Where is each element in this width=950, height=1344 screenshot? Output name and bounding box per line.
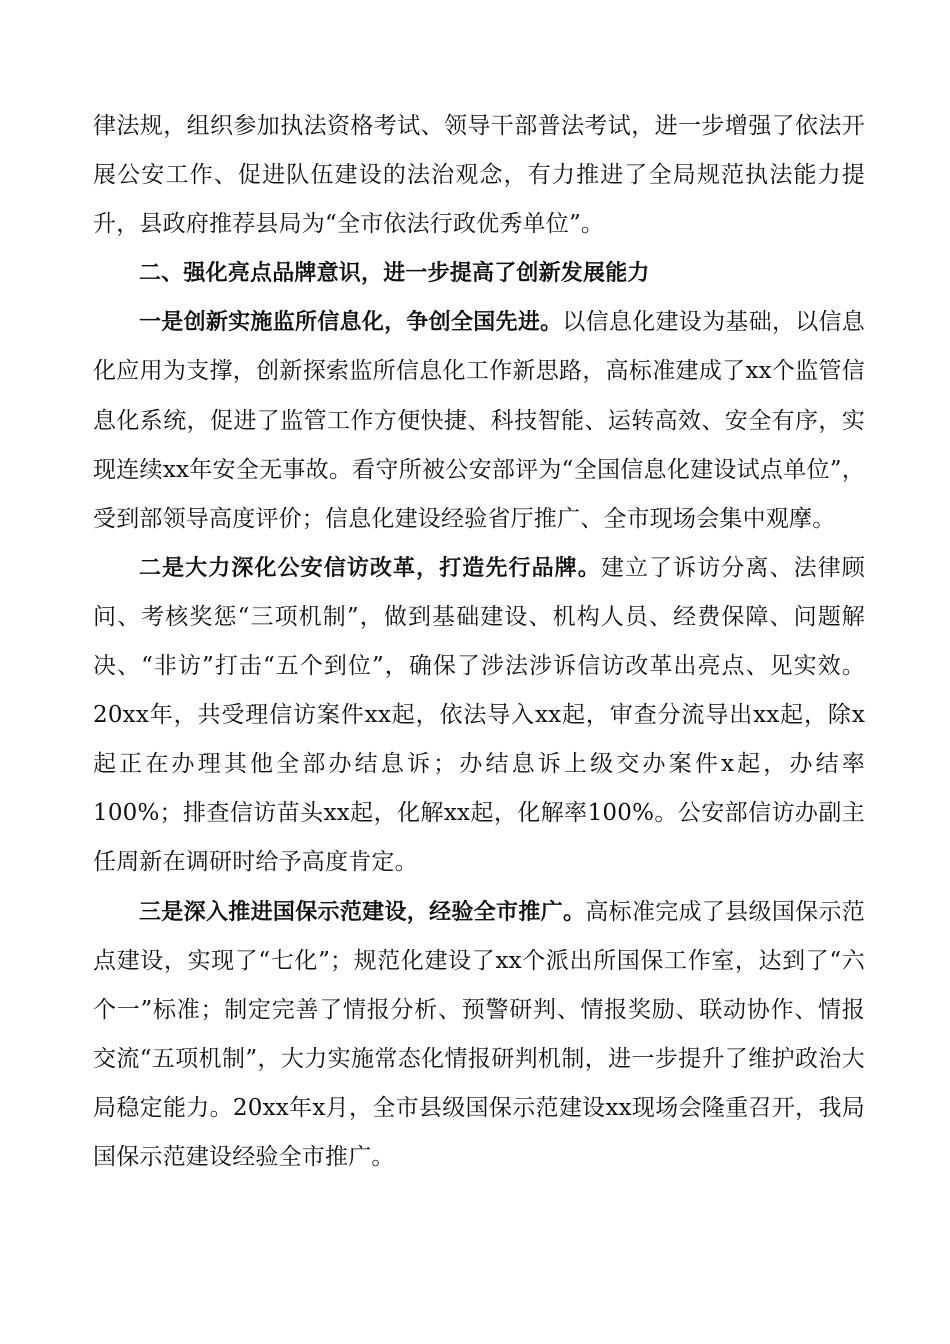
- paragraph-item-3: [93, 888, 865, 1183]
- paragraph-lead: 二是大力深化公安信访改革，打造先行品牌。: [139, 555, 601, 581]
- paragraph-item-2: [93, 544, 865, 888]
- paragraph-lead: 一是创新实施监所信息化，争创全国先进。: [139, 310, 563, 336]
- paragraph-item-1: [93, 298, 865, 543]
- document-body: [93, 102, 865, 1182]
- continuation-paragraph: 律法规，组织参加执法资格考试、领导干部普法考试，进一步增强了依法开展公安工作、促进队伍建设的法治观念，有力推进了全局规范执法能力提升，县政府推荐县局为“全市依法行政优秀单位”。: [93, 113, 865, 238]
- paragraph-body: 建立了诉访分离、法律顾问、考核奖惩“三项机制”，做到基础建设、机构人员、经费保障、问题解决、“非访”打击“五个到位”，确保了涉法涉诉信访改革出亮点、见实效。20xx年，共受理信访案件xx起，依法导入xx起，审查分流导出xx起，除x起正在办理其他全部办结息诉；办结息诉上级交办案件x起，办结率100%；排查信访苗头xx起，化解xx起，化解率100%。公安部信访办副主任周新在调研时给予高度肯定。: [93, 554, 865, 876]
- paragraph-lead: 三是深入推进国保示范建设，经验全市推广。: [139, 899, 586, 925]
- section-heading: 二、强化亮点品牌意识，进一步提高了创新发展能力: [139, 261, 650, 287]
- paragraph-body: 以信息化建设为基础，以信息化应用为支撑，创新探索监所信息化工作新思路，高标准建成了xx个监管信息化系统，促进了监管工作方便快捷、科技智能、运转高效、安全有序，实现连续xx年安全无事故。看守所被公安部评为“全国信息化建设试点单位”，受到部领导高度评价；信息化建设经验省厅推广、全市现场会集中观摩。: [93, 309, 865, 532]
- paragraph-body: 高标准完成了县级国保示范点建设，实现了“七化”；规范化建设了xx个派出所国保工作室，达到了“六个一”标准；制定完善了情报分析、预警研判、情报奖励、联动协作、情报交流“五项机制”，大力实施常态化情报研判机制，进一步提升了维护政治大局稳定能力。20xx年x月，全市县级国保示范建设xx现场会隆重召开，我局国保示范建设经验全市推广。: [93, 898, 865, 1170]
